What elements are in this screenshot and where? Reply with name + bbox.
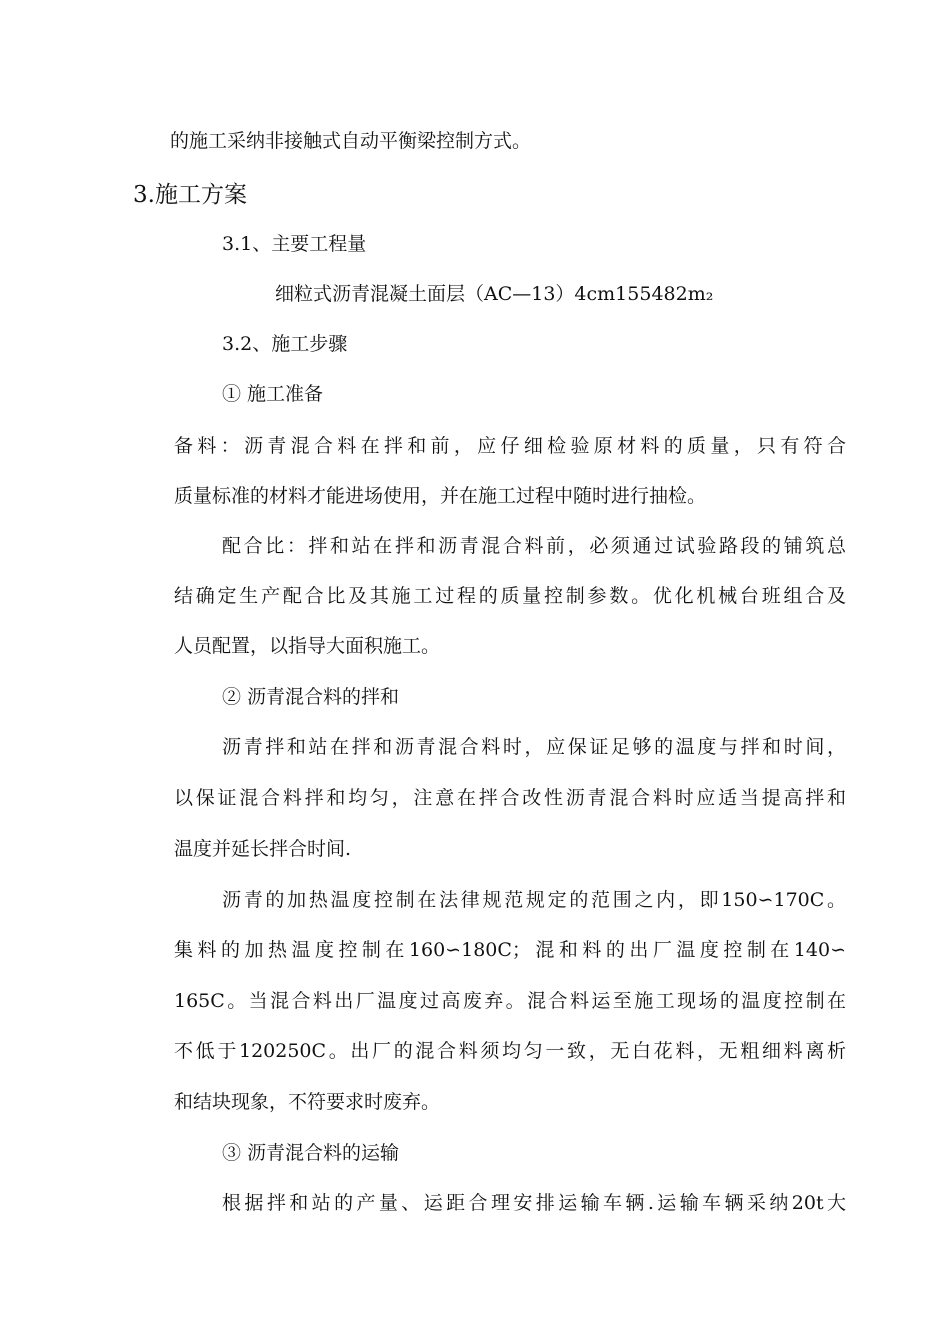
paragraph-line: 人员配置，以指导大面积施工。 — [174, 635, 441, 657]
step-heading: ② 沥青混合料的拌和 — [222, 686, 400, 708]
paragraph-line: 温度并延长拌合时间. — [174, 838, 352, 860]
quantity-line: 细粒式沥青混凝土面层（AC—13）4cm155482m₂ — [275, 283, 714, 305]
paragraph-line: 和结块现象，不符要求时废弃。 — [174, 1091, 441, 1113]
paragraph-line: 不低于120250C。出厂的混合料须均匀一致，无白花料，无粗细料离析 — [174, 1040, 846, 1062]
paragraph-line: 配合比：拌和站在拌和沥青混合料前，必须通过试验路段的铺筑总 — [222, 535, 846, 557]
paragraph-line: 质量标准的材料才能进场使用，并在施工过程中随时进行抽检。 — [174, 485, 707, 507]
paragraph-line: 以保证混合料拌和均匀，注意在拌合改性沥青混合料时应适当提高拌和 — [174, 787, 846, 809]
paragraph-line: 的施工采纳非接触式自动平衡梁控制方式。 — [170, 130, 532, 152]
paragraph-line: 根据拌和站的产量、运距合理安排运输车辆.运输车辆采纳20t大 — [222, 1192, 846, 1214]
step-heading: ① 施工准备 — [222, 383, 324, 405]
subsection-heading: 3.2、施工步骤 — [222, 333, 348, 355]
paragraph-line: 备料：沥青混合料在拌和前，应仔细检验原材料的质量，只有符合 — [174, 435, 846, 457]
paragraph-line: 沥青拌和站在拌和沥青混合料时，应保证足够的温度与拌和时间， — [222, 736, 846, 758]
paragraph-line: 沥青的加热温度控制在法律规范规定的范围之内，即150∽170C。 — [222, 889, 846, 911]
paragraph-line: 结确定生产配合比及其施工过程的质量控制参数。优化机械台班组合及 — [174, 585, 846, 607]
step-heading: ③ 沥青混合料的运输 — [222, 1142, 400, 1164]
section-heading: 3.施工方案 — [133, 182, 247, 208]
paragraph-line: 165C。当混合料出厂温度过高废弃。混合料运至施工现场的温度控制在 — [174, 990, 846, 1012]
paragraph-line: 集料的加热温度控制在160∽180C；混和料的出厂温度控制在140∽ — [174, 939, 846, 961]
subsection-heading: 3.1、主要工程量 — [222, 233, 367, 255]
